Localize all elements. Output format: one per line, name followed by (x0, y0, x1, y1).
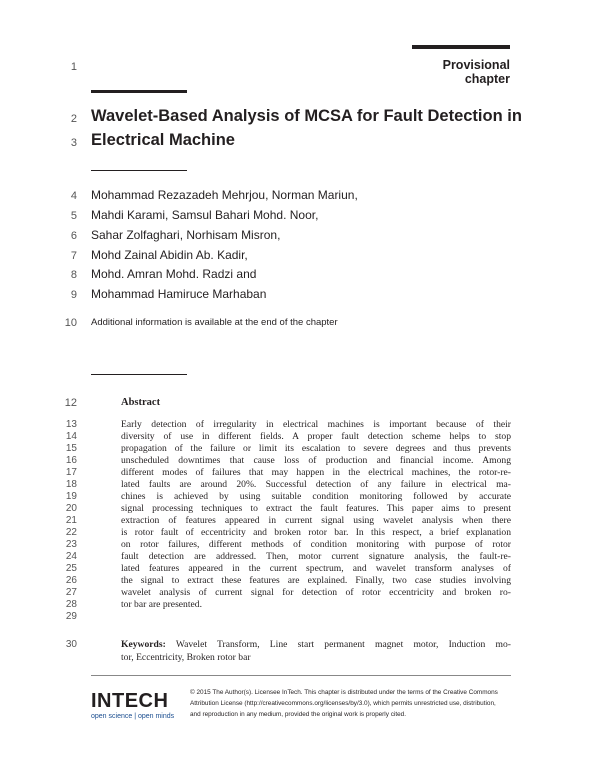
author-line: Mohammad Rezazadeh Mehrjou, Norman Mariun, (91, 188, 358, 202)
author-line: Sahar Zolfaghari, Norhisam Misron, (91, 228, 281, 242)
abstract-line: fault detection are addressed. Then, motor current signature analysis, the fault-re- (121, 551, 511, 562)
line-number: 15 (65, 443, 77, 454)
line-number: 21 (65, 515, 77, 526)
header-rule (412, 45, 510, 49)
line-number: 13 (65, 419, 77, 430)
author-line: Mohd Zainal Abidin Ab. Kadir, (91, 248, 248, 262)
chapter-title-line-1: Wavelet-Based Analysis of MCSA for Fault Detection in (91, 107, 522, 125)
line-number: 14 (65, 431, 77, 442)
line-number: 2 (70, 113, 77, 125)
abstract-line: different modes of failures that may happen in the electrical machines, the rotor-re- (121, 467, 511, 478)
abstract-line: tor bar are presented. (121, 599, 202, 610)
line-number: 26 (65, 575, 77, 586)
line-number: 16 (65, 455, 77, 466)
provisional-chapter-label: Provisional chapter (442, 58, 510, 86)
line-number: 23 (65, 539, 77, 550)
license-line: © 2015 The Author(s). Licensee InTech. This chapter is distributed under the terms of the Creative Commons (190, 689, 498, 696)
abstract-line: lated faults are around 20%. Successful detection of any failure in electrical ma- (121, 479, 511, 490)
line-number: 1 (70, 61, 77, 73)
line-number: 17 (65, 467, 77, 478)
line-number: 20 (65, 503, 77, 514)
line-number: 4 (70, 190, 77, 202)
additional-info: Additional information is available at the end of the chapter (91, 317, 338, 328)
line-number: 18 (65, 479, 77, 490)
keywords-line-1 (121, 639, 511, 651)
license-line: and reproduction in any medium, provided the original work is properly cited. (190, 711, 406, 718)
line-number: 22 (65, 527, 77, 538)
chapter-title-line-2: Electrical Machine (91, 131, 235, 149)
abstract-line: is rotor fault of eccentricity and broken rotor bar. In this respect, a brief explanation (121, 527, 511, 538)
abstract-line: signal processing techniques to extract the fault features. This paper aims to present (121, 503, 511, 514)
line-number: 9 (70, 289, 77, 301)
abstract-line: propagation of the failure or limit its escalation to severe degrees and thus prevents (121, 443, 511, 454)
line-number: 8 (70, 269, 77, 281)
author-line: Mohammad Hamiruce Marhaban (91, 287, 267, 301)
intech-logo: INTECH (91, 690, 169, 712)
abstract-line: unscheduled downtimes that cause loss of production and financial income. Among (121, 455, 511, 466)
abstract-line: Early detection of irregularity in electrical machines is important because of their (121, 419, 511, 430)
title-top-rule (91, 90, 187, 93)
abstract-heading: Abstract (121, 397, 161, 408)
abstract-line: lated features appeared in the current spectrum, and wavelet transform analyses of (121, 563, 511, 574)
abstract-line: extraction of features appeared in current signal using wavelet analysis when there (121, 515, 511, 526)
line-number: 24 (65, 551, 77, 562)
abstract-line: chines is achieved by using suitable condition monitoring followed by accurate (121, 491, 511, 502)
line-number: 10 (64, 317, 77, 329)
abstract-line: diversity of use in different fields. A proper fault detection scheme helps to stop (121, 431, 511, 442)
line-number: 25 (65, 563, 77, 574)
author-line: Mahdi Karami, Samsul Bahari Mohd. Noor, (91, 208, 319, 222)
title-bottom-rule (91, 170, 187, 171)
footer-rule (91, 675, 511, 676)
line-number: 5 (70, 210, 77, 222)
line-number: 7 (70, 250, 77, 262)
abstract-line: wavelet analysis of current signal for detection of rotor eccentricity and broken ro- (121, 587, 511, 598)
line-number: 29 (65, 611, 77, 622)
intech-tagline: open science | open minds (91, 713, 175, 720)
abstract-line: on rotor failures, different methods of condition monitoring with purpose of rotor (121, 539, 511, 550)
line-number: 3 (70, 137, 77, 149)
line-number: 12 (64, 397, 77, 409)
line-number: 27 (65, 587, 77, 598)
abstract-line: the signal to extract these features are explained. Finally, two case studies involving (121, 575, 511, 586)
author-line: Mohd. Amran Mohd. Radzi and (91, 267, 257, 281)
line-number: 6 (70, 230, 77, 242)
line-number: 28 (65, 599, 77, 610)
keywords-label: Keywords: (121, 639, 166, 650)
line-number: 30 (65, 639, 77, 650)
line-number: 19 (65, 491, 77, 502)
keywords-line-2: tor, Eccentricity, Broken rotor bar (121, 652, 251, 663)
keywords-text: Wavelet Transform, Line start permanent magnet motor, Induction mo- (175, 639, 512, 650)
section-rule (91, 374, 187, 375)
license-line: Attribution License (http://creativecommons.org/licenses/by/3.0), which permits unrestricted use, distribution, (190, 700, 496, 707)
